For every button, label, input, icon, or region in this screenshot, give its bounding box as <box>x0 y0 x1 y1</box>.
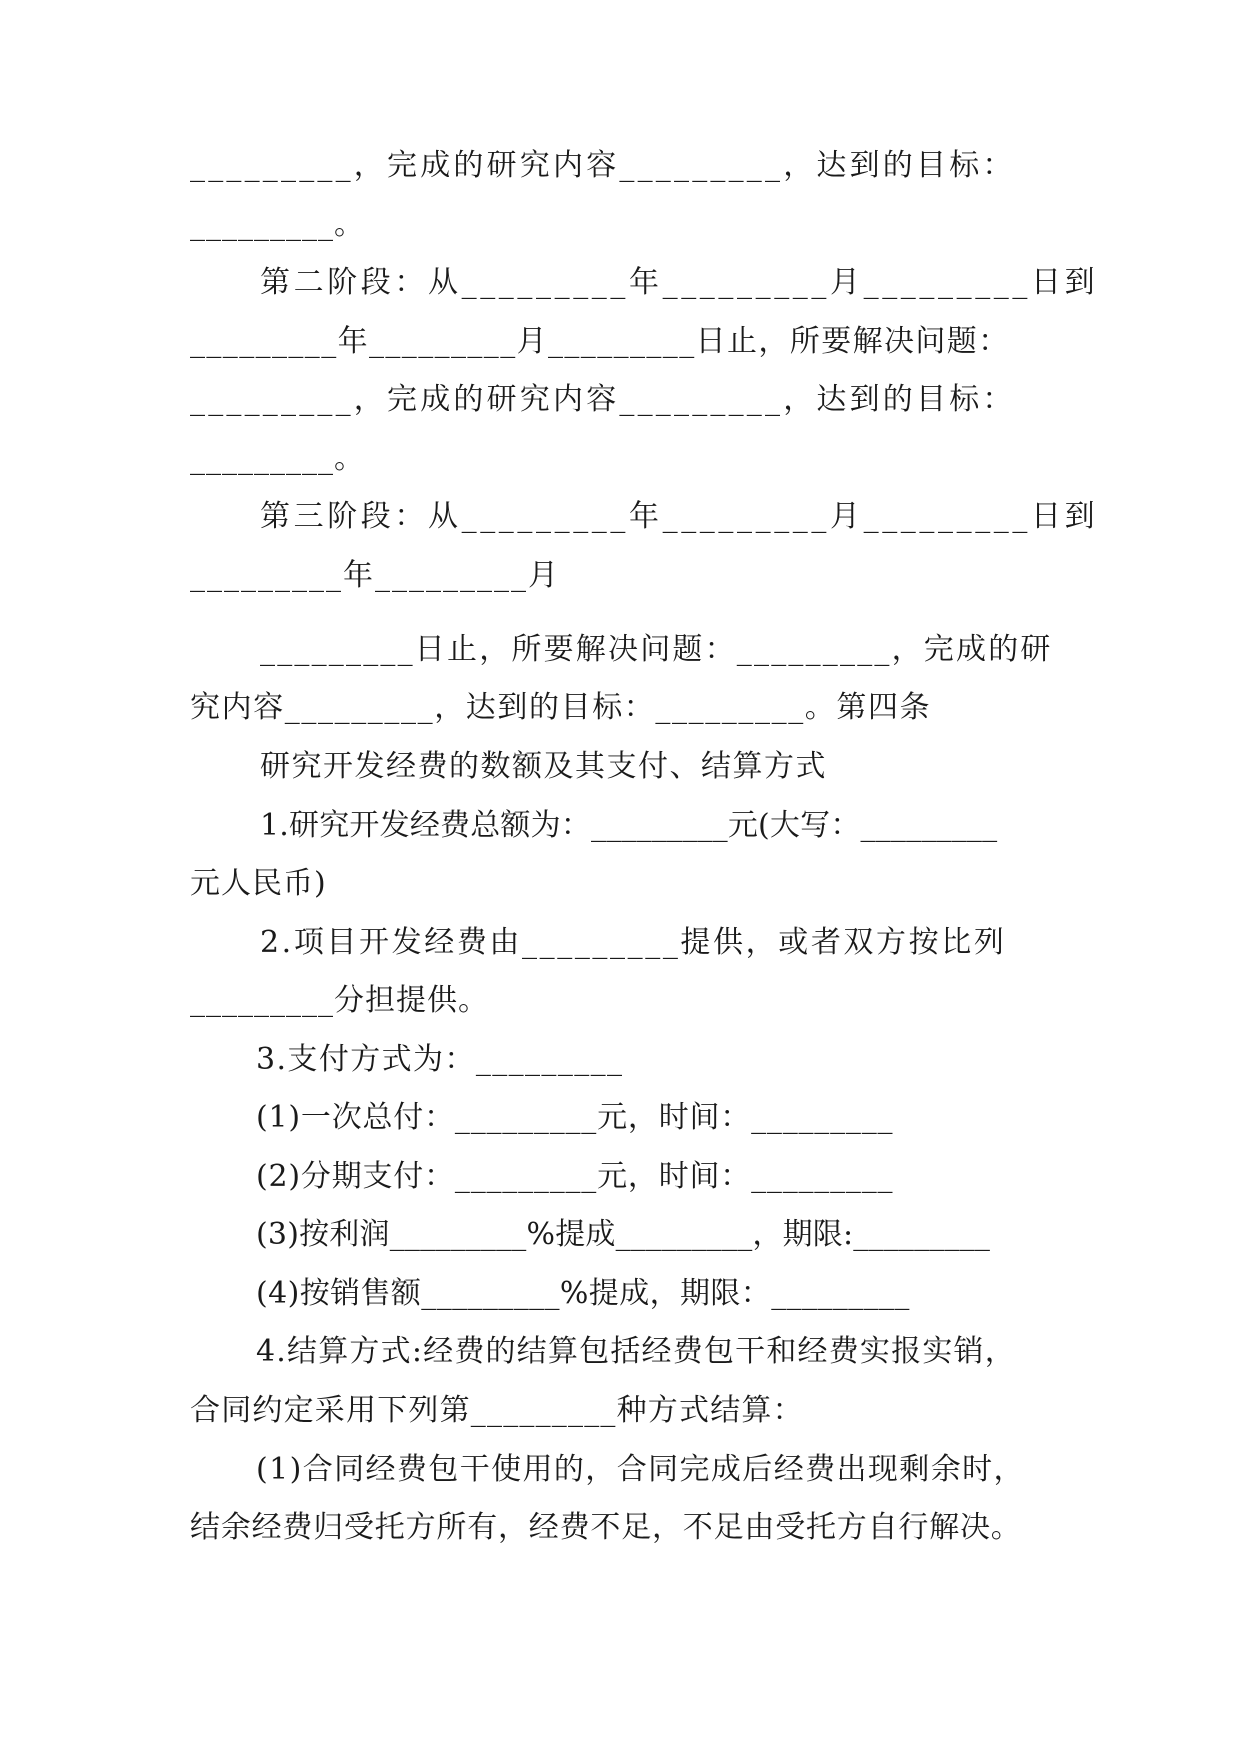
text-line <box>190 205 1241 245</box>
text-line <box>190 864 1241 904</box>
text-line <box>190 1508 1241 1548</box>
line-text: 第二阶段：从_________年_________月_________日到 <box>260 265 1099 300</box>
text-line <box>190 1391 1241 1431</box>
line-text: (1)一次总付：_________元，时间：_________ <box>256 1100 894 1135</box>
line-text: (3)按利润_________%提成_________，期限:_________ <box>256 1217 991 1252</box>
line-text: _________。 <box>190 441 365 476</box>
line-text: 2.项目开发经费由_________提供，或者双方按比列 <box>260 925 1007 960</box>
line-text: 究内容_________，达到的目标：_________。第四条 <box>190 690 932 725</box>
line-text: _________年_________月 <box>190 558 560 593</box>
text-line <box>256 1098 1241 1138</box>
text-line <box>260 923 1241 963</box>
line-text: (1)合同经费包干使用的，合同完成后经费出现剩余时， <box>256 1452 1025 1487</box>
line-text: (4)按销售额_________%提成，期限：_________ <box>256 1276 910 1311</box>
text-line <box>260 263 1241 303</box>
line-text: _________，完成的研究内容_________，达到的目标： <box>190 148 1016 183</box>
line-text: 4.结算方式:经费的结算包括经费包干和经费实报实销， <box>256 1334 1016 1369</box>
line-text: _________，完成的研究内容_________，达到的目标： <box>190 382 1016 417</box>
text-line <box>256 1215 1241 1255</box>
line-text: _________分担提供。 <box>190 983 489 1018</box>
text-line <box>256 1040 1241 1080</box>
line-text: 3.支付方式为：_________ <box>256 1042 624 1077</box>
line-text: 元人民币) <box>190 866 327 901</box>
line-text: 研究开发经费的数额及其支付、结算方式 <box>260 749 827 784</box>
text-line <box>190 322 1241 362</box>
line-text: _________年_________月_________日止，所要解决问题： <box>190 324 1010 359</box>
text-line <box>190 556 1241 596</box>
line-text: 合同约定采用下列第_________种方式结算： <box>190 1393 804 1428</box>
line-text: _________。 <box>190 207 365 242</box>
text-line <box>260 806 1241 846</box>
text-line <box>260 497 1241 537</box>
line-text: 第三阶段：从_________年_________月_________日到 <box>260 499 1099 534</box>
text-line <box>260 630 1241 670</box>
text-line <box>190 981 1241 1021</box>
line-text: _________日止，所要解决问题：_________，完成的研 <box>260 632 1053 667</box>
text-line <box>256 1274 1241 1314</box>
line-text: 结余经费归受托方所有，经费不足，不足由受托方自行解决。 <box>190 1510 1022 1545</box>
text-line <box>256 1157 1241 1197</box>
text-line <box>190 146 1241 186</box>
line-text: (2)分期支付：_________元，时间：_________ <box>256 1159 894 1194</box>
text-line <box>190 688 1241 728</box>
line-text: 1.研究开发经费总额为：_________元(大写：_________ <box>260 808 998 843</box>
text-line <box>256 1332 1241 1372</box>
text-line <box>190 439 1241 479</box>
text-line <box>260 747 1241 787</box>
text-line <box>256 1450 1241 1490</box>
text-line <box>190 380 1241 420</box>
